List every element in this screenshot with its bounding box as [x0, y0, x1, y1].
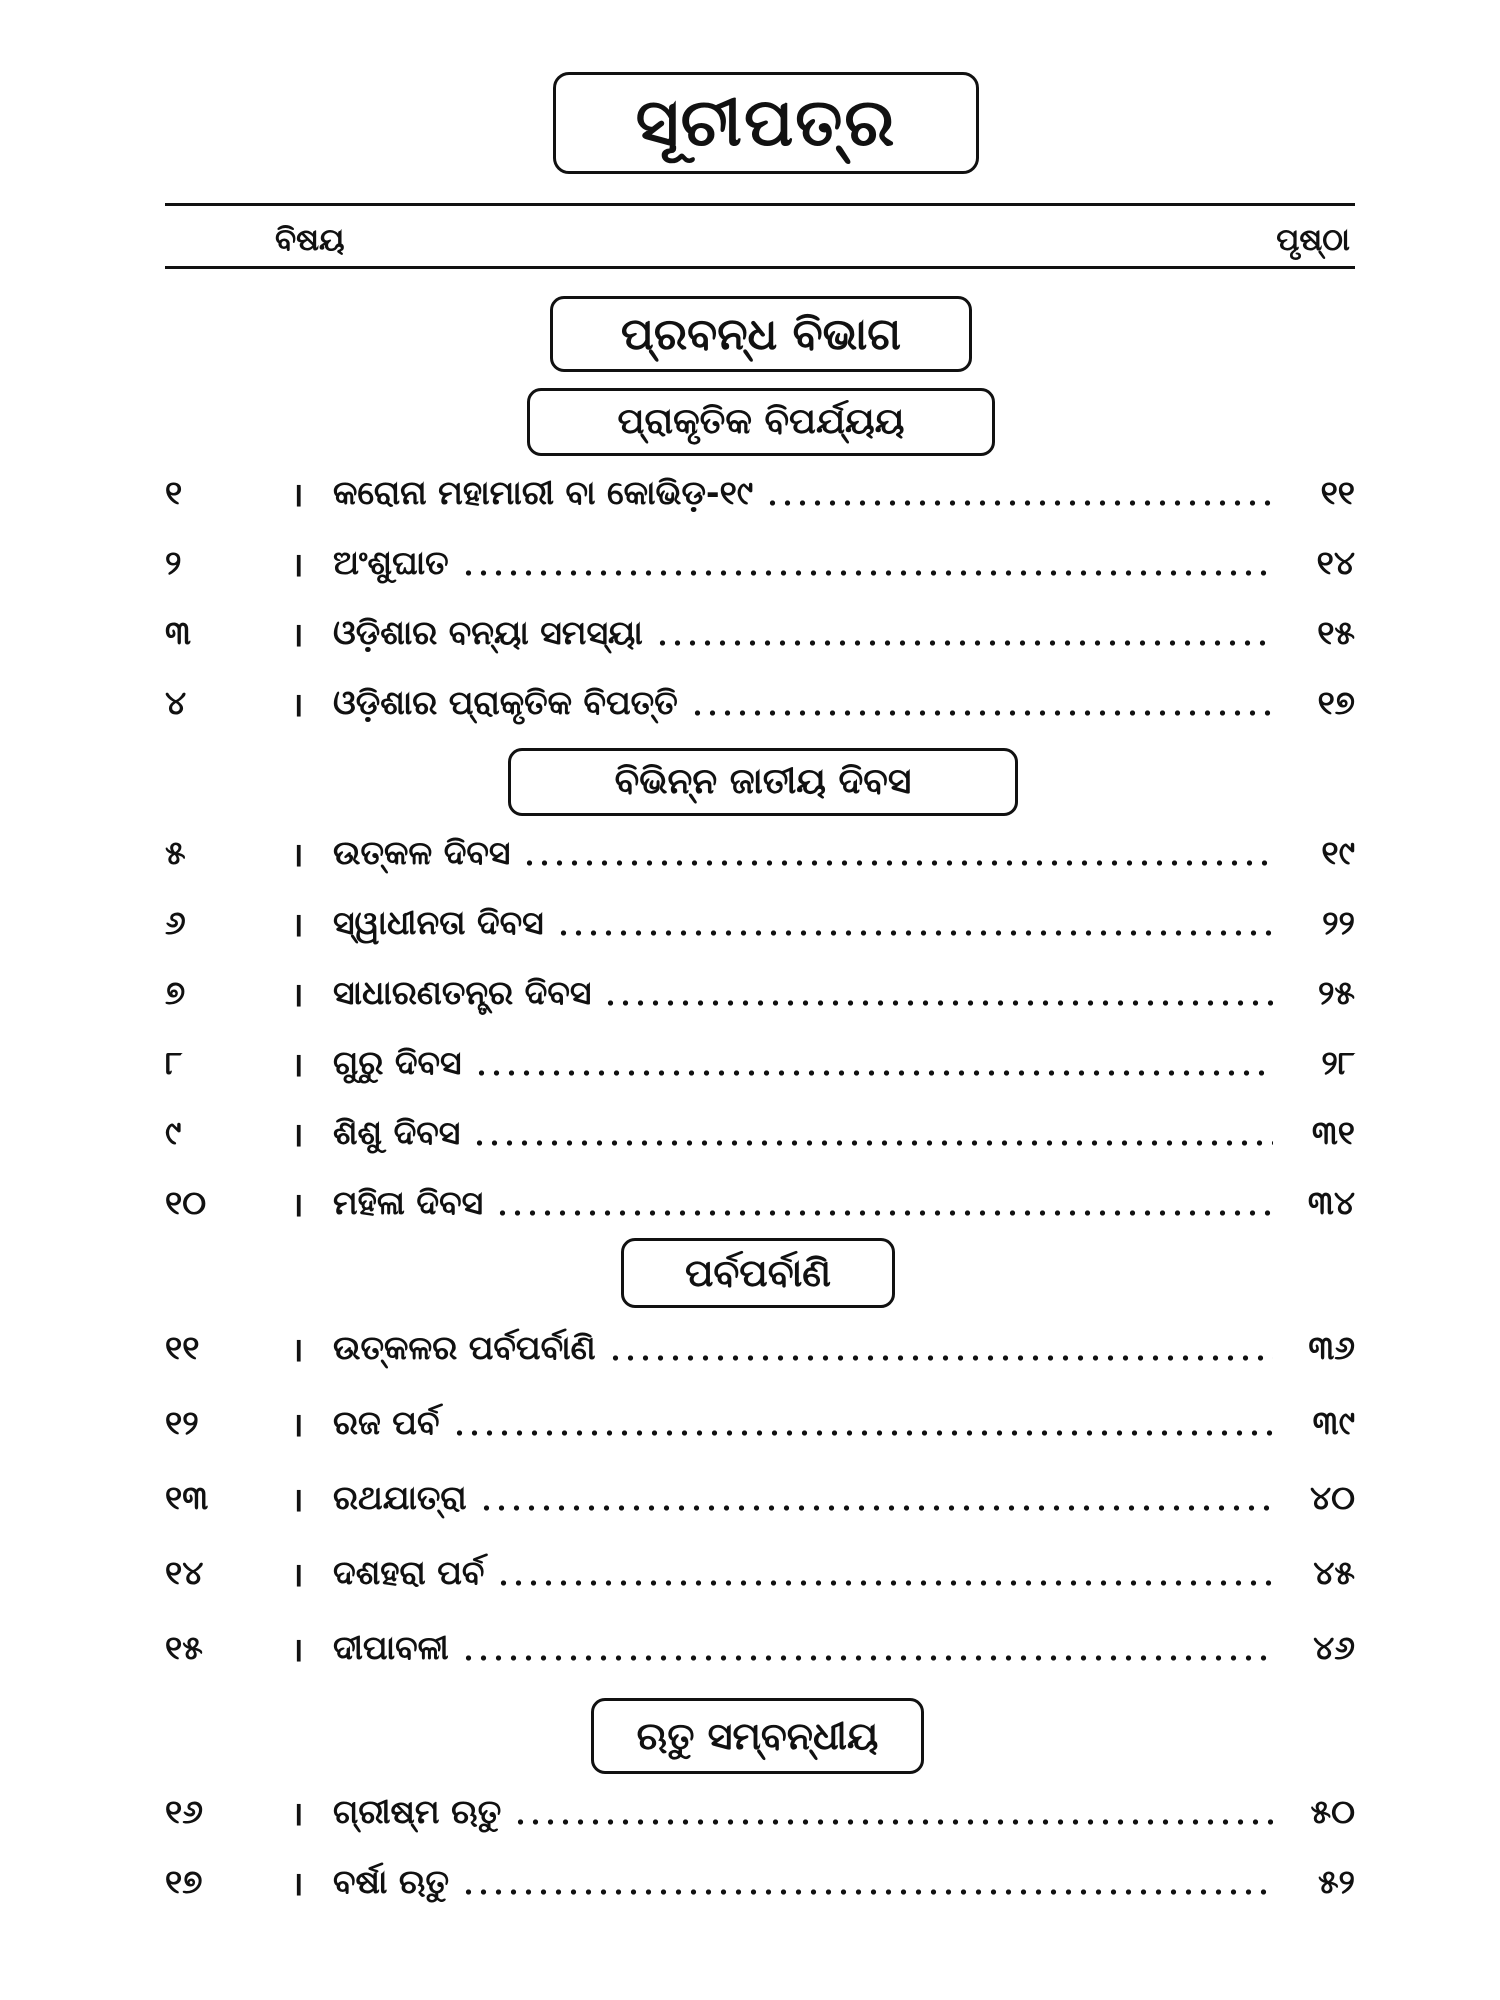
entry-topic: କରୋନା ମହାମାରୀ ବା କୋଭିଡ଼-୧୯: [333, 473, 754, 512]
entry-number: ୬: [165, 903, 186, 942]
entry-page: ୫୨: [1317, 1862, 1355, 1901]
toc-entry[interactable]: [165, 968, 1355, 1018]
entry-page: ୨୫: [1317, 973, 1355, 1012]
toc-entry[interactable]: [165, 608, 1355, 658]
entry-topic: ଗ୍ରୀଷ୍ମ ଋତୁ: [333, 1792, 502, 1831]
entry-number: ୩: [165, 613, 191, 652]
entry-page: ୩୬: [1308, 1328, 1355, 1367]
dot-leader: [461, 569, 1273, 577]
dot-leader: [556, 929, 1273, 937]
entry-separator: ।: [291, 544, 304, 584]
entry-page: ୧୭: [1317, 683, 1355, 722]
header-top-rule: [165, 203, 1355, 206]
entry-topic: ଗୁରୁ ଦିବସ: [333, 1043, 462, 1082]
entry-page: ୨୮: [1321, 1043, 1355, 1082]
section-heading: ପ୍ରାକୃତିକ ବିପର୍ଯ୍ୟୟ: [527, 388, 995, 456]
dot-leader: [461, 1654, 1273, 1662]
entry-page: ୧୫: [1317, 613, 1355, 652]
dot-leader: [522, 859, 1273, 867]
toc-entry[interactable]: [165, 1323, 1355, 1373]
entry-separator: ।: [291, 1044, 304, 1084]
toc-entry[interactable]: [165, 1787, 1355, 1837]
entry-number: ୮: [165, 1043, 183, 1082]
entry-separator: ।: [291, 834, 304, 874]
entry-number: ୧୬: [165, 1792, 203, 1831]
toc-entry[interactable]: [165, 1857, 1355, 1907]
entry-separator: ।: [291, 474, 304, 514]
toc-entry[interactable]: [165, 678, 1355, 728]
dot-leader: [495, 1209, 1273, 1217]
entry-number: ୭: [165, 973, 186, 1012]
dot-leader: [474, 1069, 1273, 1077]
column-header-page: ପୃଷ୍ଠା: [1276, 222, 1350, 258]
entry-number: ୧: [165, 473, 183, 512]
entry-page: ୩୧: [1311, 1113, 1355, 1152]
entry-number: ୨: [165, 543, 182, 582]
toc-entry[interactable]: [165, 1548, 1355, 1598]
toc-entry[interactable]: [165, 1108, 1355, 1158]
entry-topic: ସାଧାରଣତନ୍ତ୍ର ଦିବସ: [333, 973, 592, 1012]
entry-topic: ଦଶହରା ପର୍ବ: [333, 1553, 485, 1592]
entry-separator: ।: [291, 1114, 304, 1154]
dot-leader: [472, 1139, 1273, 1147]
entry-page: ୩୪: [1307, 1183, 1355, 1222]
entry-number: ୫: [165, 833, 186, 872]
entry-separator: ।: [291, 684, 304, 724]
dot-leader: [690, 709, 1273, 717]
toc-entry[interactable]: [165, 1038, 1355, 1088]
entry-separator: ।: [291, 904, 304, 944]
page-title: ସୂଚୀପତ୍ର: [553, 72, 979, 174]
entry-number: ୧୩: [165, 1478, 209, 1517]
entry-number: ୯: [165, 1113, 182, 1152]
dot-leader: [496, 1579, 1273, 1587]
entry-number: ୪: [165, 683, 187, 722]
entry-separator: ।: [291, 614, 304, 654]
entry-topic: ଦୀପାବଳୀ: [333, 1628, 449, 1667]
entry-topic: ଓଡ଼ିଶାର ବନ୍ୟା ସମସ୍ୟା: [333, 613, 643, 652]
header-bottom-rule: [165, 266, 1355, 269]
entry-topic: ଓଡ଼ିଶାର ପ୍ରାକୃତିକ ବିପତ୍ତି: [333, 683, 678, 722]
entry-separator: ।: [291, 1793, 304, 1833]
entry-page: ୧୯: [1321, 833, 1355, 872]
entry-topic: ରଜ ପର୍ବ: [333, 1403, 440, 1442]
entry-topic: ସ୍ୱାଧୀନତା ଦିବସ: [333, 903, 544, 942]
toc-entry[interactable]: [165, 1178, 1355, 1228]
entry-number: ୧୪: [165, 1553, 204, 1592]
dot-leader: [461, 1888, 1273, 1896]
entry-topic: ଅଂଶୁଘାତ: [333, 543, 449, 582]
column-header-subject: ବିଷୟ: [275, 222, 345, 258]
section-heading: ବିଭିନ୍ନ ଜାତୀୟ ଦିବସ: [508, 748, 1018, 816]
entry-page: ୨୨: [1322, 903, 1355, 942]
section-heading: ଋତୁ ସମ୍ବନ୍ଧୀୟ: [591, 1698, 924, 1774]
entry-number: ୧୦: [165, 1183, 207, 1222]
entry-separator: ।: [291, 1554, 304, 1594]
entry-topic: ବର୍ଷା ଋତୁ: [333, 1862, 450, 1901]
section-heading: ପର୍ବପର୍ବାଣି: [621, 1238, 895, 1308]
entry-number: ୧୭: [165, 1862, 203, 1901]
toc-entry[interactable]: [165, 828, 1355, 878]
main-section-heading: ପ୍ରବନ୍ଧ ବିଭାଗ: [550, 296, 972, 372]
dot-leader: [765, 499, 1273, 507]
toc-entry[interactable]: [165, 1473, 1355, 1523]
toc-entry[interactable]: [165, 538, 1355, 588]
entry-page: ୪୦: [1309, 1478, 1355, 1517]
entry-separator: ।: [291, 1184, 304, 1224]
toc-entry[interactable]: [165, 898, 1355, 948]
entry-topic: ମହିଳା ଦିବସ: [333, 1183, 484, 1222]
entry-separator: ।: [291, 1404, 304, 1444]
toc-entry[interactable]: [165, 1623, 1355, 1673]
entry-separator: ।: [291, 974, 304, 1014]
entry-topic: ରଥଯାତ୍ରା: [333, 1478, 467, 1517]
entry-topic: ଉତ୍କଳ ଦିବସ: [333, 833, 511, 872]
dot-leader: [603, 999, 1273, 1007]
entry-separator: ।: [291, 1629, 304, 1669]
entry-page: ୫୦: [1310, 1792, 1355, 1831]
toc-entry[interactable]: [165, 1398, 1355, 1448]
toc-entry[interactable]: [165, 468, 1355, 518]
entry-separator: ।: [291, 1863, 304, 1903]
dot-leader: [513, 1818, 1273, 1826]
entry-separator: ।: [291, 1479, 304, 1519]
entry-topic: ଉତ୍କଳର ପର୍ବପର୍ବାଣି: [333, 1328, 596, 1367]
dot-leader: [479, 1504, 1273, 1512]
dot-leader: [655, 639, 1273, 647]
entry-page: ୧୧: [1320, 473, 1355, 512]
entry-number: ୧୨: [165, 1403, 199, 1442]
dot-leader: [452, 1429, 1274, 1437]
entry-page: ୩୯: [1312, 1403, 1355, 1442]
dot-leader: [608, 1354, 1273, 1362]
entry-separator: ।: [291, 1329, 304, 1369]
entry-topic: ଶିଶୁ ଦିବସ: [333, 1113, 461, 1152]
entry-number: ୧୫: [165, 1628, 203, 1667]
entry-page: ୪୫: [1313, 1553, 1355, 1592]
entry-page: ୧୪: [1316, 543, 1355, 582]
entry-number: ୧୧: [165, 1328, 200, 1367]
entry-page: ୪୬: [1313, 1628, 1355, 1667]
